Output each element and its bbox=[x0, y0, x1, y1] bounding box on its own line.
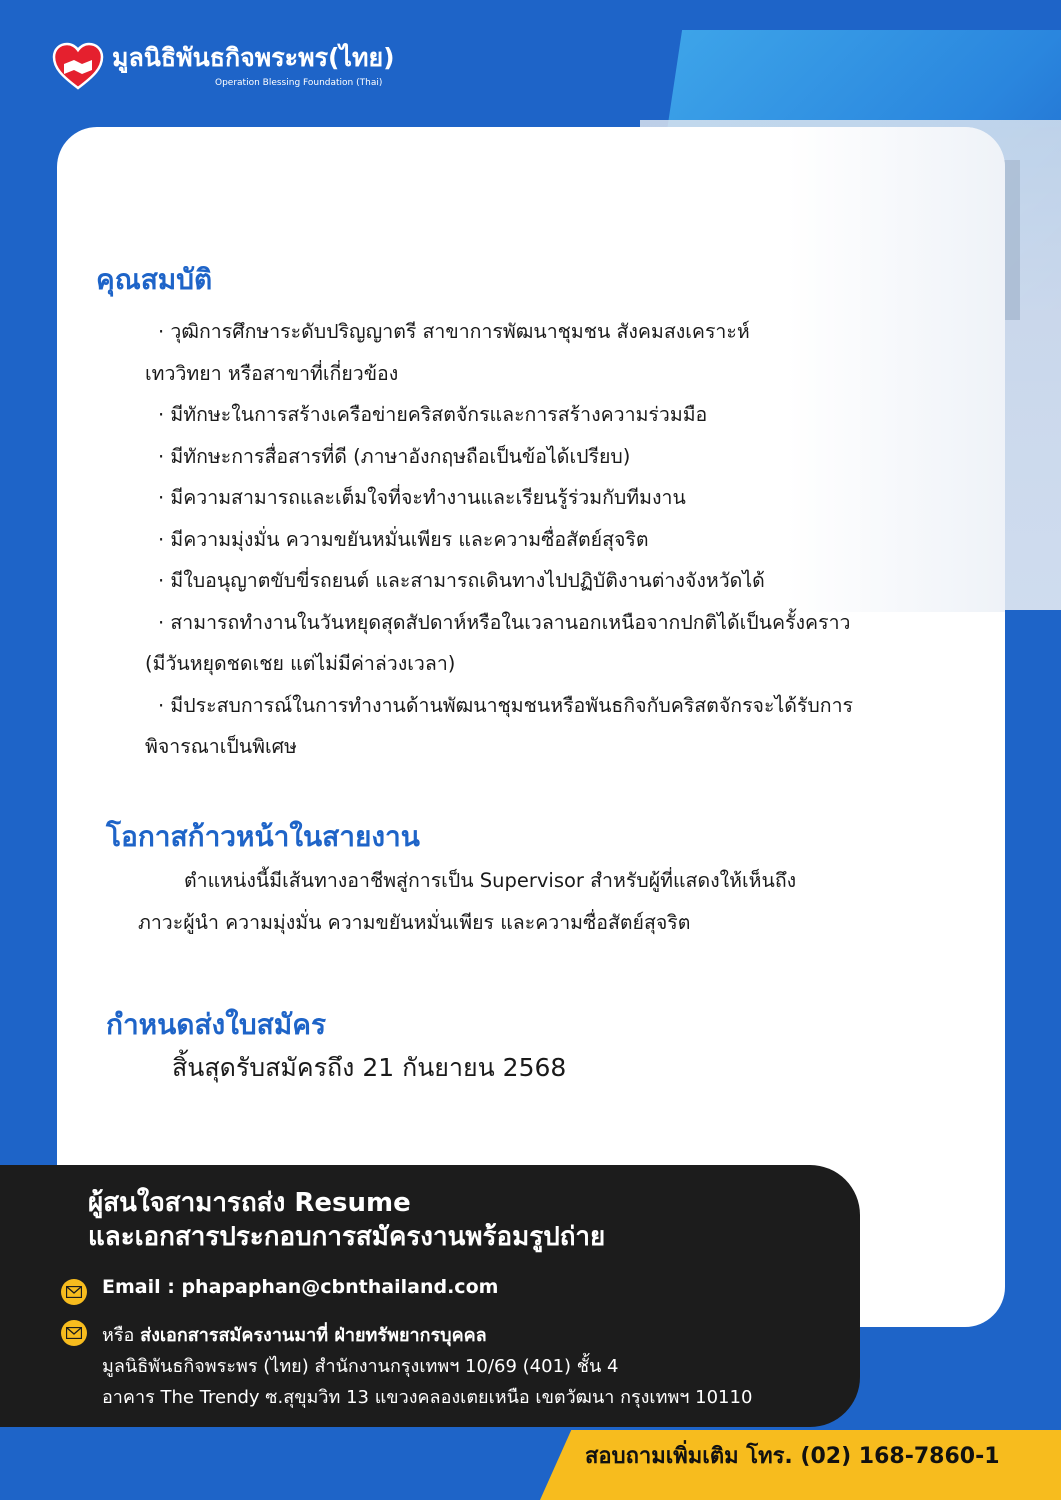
list-item: เทววิทยา หรือสาขาที่เกี่ยวข้อง bbox=[145, 361, 399, 385]
list-item: · สามารถทำงานในวันหยุดสุดสัปดาห์หรือในเวลานอกเหนือจากปกติได้เป็นครั้งคราว bbox=[158, 610, 851, 634]
envelope-icon bbox=[61, 1320, 87, 1346]
list-item: · มีความสามารถและเต็มใจที่จะทำงานและเรียนรู้ร่วมกับทีมงาน bbox=[158, 486, 686, 509]
postal-address bbox=[102, 1320, 752, 1413]
heart-logo-icon bbox=[52, 40, 104, 92]
email-address[interactable]: Email : phapaphan@cbnthailand.com bbox=[102, 1276, 499, 1298]
list-item: · วุฒิการศึกษาระดับปริญญาตรี สาขาการพัฒนาชุมชน สังคมสงเคราะห์ bbox=[158, 320, 750, 343]
contact-heading-line: และเอกสารประกอบการสมัครงานพร้อมรูปถ่าย bbox=[88, 1222, 606, 1252]
career-text bbox=[138, 860, 796, 943]
list-item: · มีทักษะในการสร้างเครือข่ายคริสตจักรและการสร้างความร่วมมือ bbox=[158, 403, 708, 426]
logo-name-thai: มูลนิธิพันธกิจพระพร(ไทย) bbox=[112, 43, 395, 72]
contact-heading bbox=[88, 1186, 605, 1254]
send-to-text: ส่งเอกสารสมัครงานมาที่ ฝ่ายทรัพยากรบุคคล bbox=[140, 1325, 487, 1346]
list-item: · มีใบอนุญาตขับขี่รถยนต์ และสามารถเดินทางไปปฏิบัติงานต่างจังหวัดได้ bbox=[158, 569, 765, 592]
foundation-logo bbox=[52, 40, 395, 92]
list-item: · มีความมุ่งมั่น ความขยันหมั่นเพียร และความซื่อสัตย์สุจริต bbox=[158, 527, 649, 551]
contact-heading-line: ผู้สนใจสามารถส่ง Resume bbox=[88, 1188, 411, 1218]
contact-phone: สอบถามเพิ่มเติม โทร. (02) 168-7860-1 bbox=[585, 1444, 1000, 1469]
list-item: · มีประสบการณ์ในการทำงานด้านพัฒนาชุมชนหรือพันธกิจกับคริสตจักรจะได้รับการ bbox=[158, 693, 853, 717]
list-item: (มีวันหยุดชดเชย แต่ไม่มีค่าล่วงเวลา) bbox=[145, 652, 456, 675]
logo-name-english: Operation Blessing Foundation (Thai) bbox=[215, 78, 383, 88]
career-line: ตำแหน่งนี้มีเส้นทางอาชีพสู่การเป็น Supervisor สำหรับผู้ที่แสดงให้เห็นถึง bbox=[184, 869, 797, 892]
qualifications-title: คุณสมบัติ bbox=[96, 263, 213, 296]
career-line: ภาวะผู้นำ ความมุ่งมั่น ความขยันหมั่นเพียร และความซื่อสัตย์สุจริต bbox=[138, 910, 691, 934]
qualifications-list bbox=[145, 311, 853, 768]
envelope-icon bbox=[61, 1279, 87, 1305]
or-prefix: หรือ bbox=[102, 1325, 135, 1346]
deadline-text: สิ้นสุดรับสมัครถึง 21 กันยายน 2568 bbox=[172, 1053, 567, 1082]
deadline-title: กำหนดส่งใบสมัคร bbox=[106, 1008, 326, 1041]
list-item: · มีทักษะการสื่อสารที่ดี (ภาษาอังกฤษถือเป็นข้อได้เปรียบ) bbox=[158, 444, 631, 468]
address-line: มูลนิธิพันธกิจพระพร (ไทย) สำนักงานกรุงเทพฯ 10/69 (401) ชั้น 4 bbox=[102, 1356, 619, 1377]
career-title: โอกาสก้าวหน้าในสายงาน bbox=[106, 820, 420, 853]
address-line: อาคาร The Trendy ซ.สุขุมวิท 13 แขวงคลองเตยเหนือ เขตวัฒนา กรุงเทพฯ 10110 bbox=[102, 1387, 753, 1408]
list-item: พิจารณาเป็นพิเศษ bbox=[145, 735, 297, 758]
